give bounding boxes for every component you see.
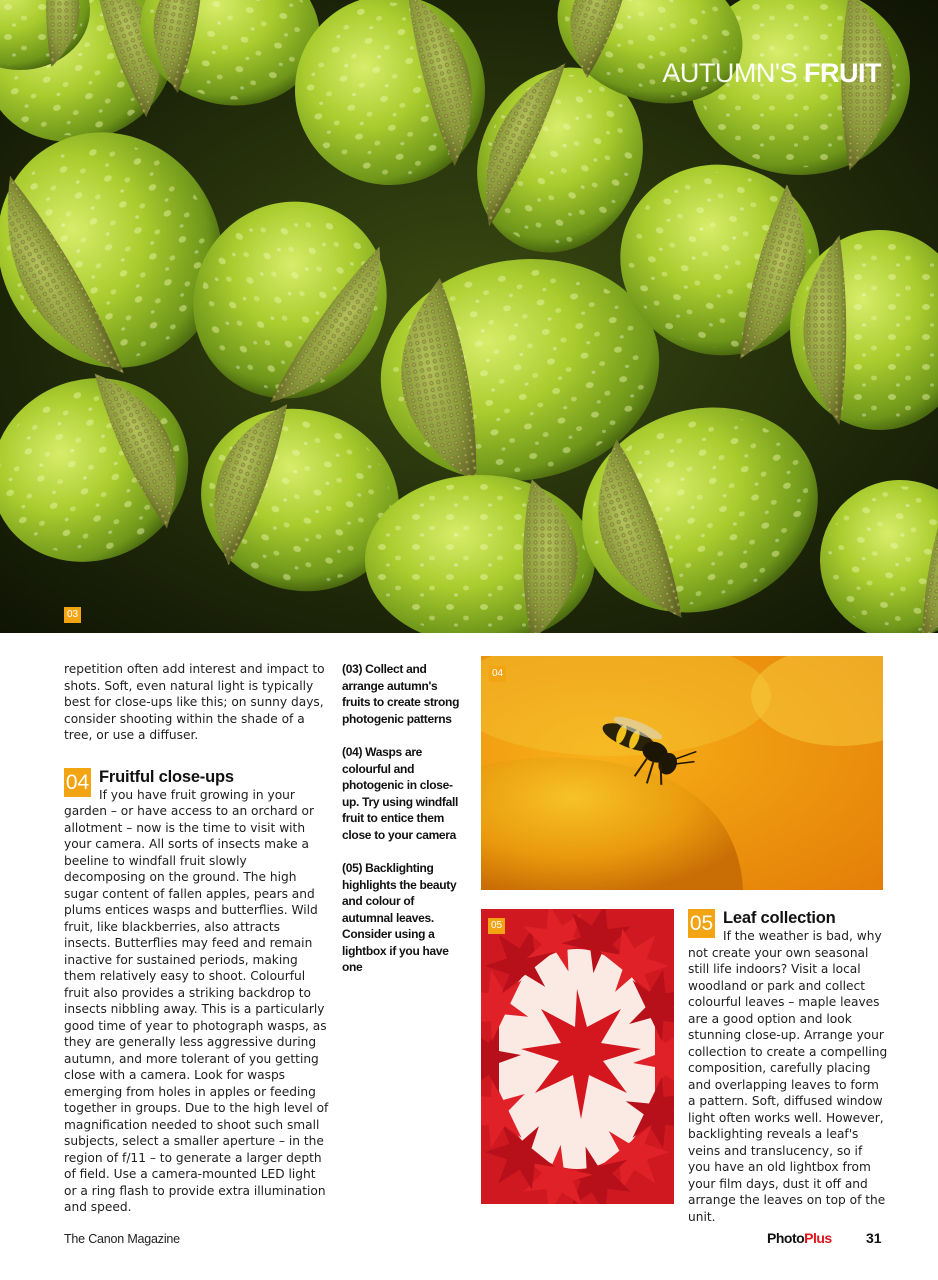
footer-brand-logo [767,1230,832,1246]
leaves-illustration [481,909,674,1204]
wasp-illustration [481,656,883,890]
photo-wasp-on-fruit [481,656,883,890]
section-title [662,58,881,89]
caption-03: (03) Collect and arrange autumn's fruits to create strong photogenic patterns [342,662,460,726]
caption-04: (04) Wasps are colourful and photogenic in close-up. Try using windfall fruit to entice them close to your camera [342,745,459,842]
tip-number-badge: 04 [64,768,91,797]
captions-column [342,661,460,993]
column-main [64,661,329,1216]
image-number-badge-03: 03 [64,607,81,623]
acorn [807,467,938,633]
photo-maple-leaves [481,909,674,1204]
footer-magazine-name: The Canon Magazine [64,1232,180,1246]
caption-05: (05) Backlighting highlights the beauty and colour of autumnal leaves. Consider using a lightbox if you have one [342,861,457,974]
section-title-bold: FRUIT [804,58,881,88]
image-number-badge-04: 04 [489,666,506,682]
tip-number-badge: 05 [688,909,715,938]
acorns-illustration [0,0,938,633]
column-tip-05 [688,906,888,1225]
acorn [365,475,595,633]
tip-body: If the weather is bad, why not create your own seasonal still life indoors? Visit a local woodland or park and collect colourful leaves – maple leaves are a good option and look stunning close-up. Arrange your collection to create a compelling composition, carefully placing and overlapping leaves to form a pattern. Soft, diffused window light often works well. However, backlighting reveals a leaf's veins and translucency, so if you have an old lightbox from your film days, dust it off and arrange the leaves on top of the unit. [688,929,888,1224]
tip-title: Fruitful close-ups [99,767,234,786]
brand-part-photo: Photo [767,1230,805,1246]
intro-paragraph: repetition often add interest and impact to shots. Soft, even natural light is typically best for close-ups like this; on sunny days, consider shooting within the shade of a tree, or use a diffuser. [64,662,325,742]
tip-body: If you have fruit growing in your garden – or have access to an orchard or allotment – now is the time to visit with your camera. All sorts of insects make a beeline to windfall fruit slowly decomposing on the ground. The high sugar content of fallen apples, pears and plums entices wasps and butterflies. Wild fruit, like blackberries, also attracts insects. Butterflies may feed and remain inactive for sustained periods, making them relatively easy to shoot. Colourful fruit also provides a striking backdrop to insects nibbling away. This is a particularly good time of year to photograph wasps, as they are generally less aggressive during autumn, and more tolerant of you getting close with a camera. Look for wasps emerging from holes in apples or feeding together in groups. Due to the high level of magnification needed to shoot such small subjects, select a smaller aperture – in the region of f/11 – to generate a larger depth of field. Use a camera-mounted LED light or a ring flash to provide extra illumination and speed. [64,787,329,1214]
acorn [0,346,219,594]
tip-04 [64,765,329,1216]
section-title-thin: AUTUMN'S [662,58,805,88]
page-number: 31 [866,1230,882,1246]
image-number-badge-05: 05 [488,918,505,934]
brand-part-plus: Plus [804,1230,832,1246]
hero-photo-acorns [0,0,938,633]
tip-title: Leaf collection [723,909,836,927]
